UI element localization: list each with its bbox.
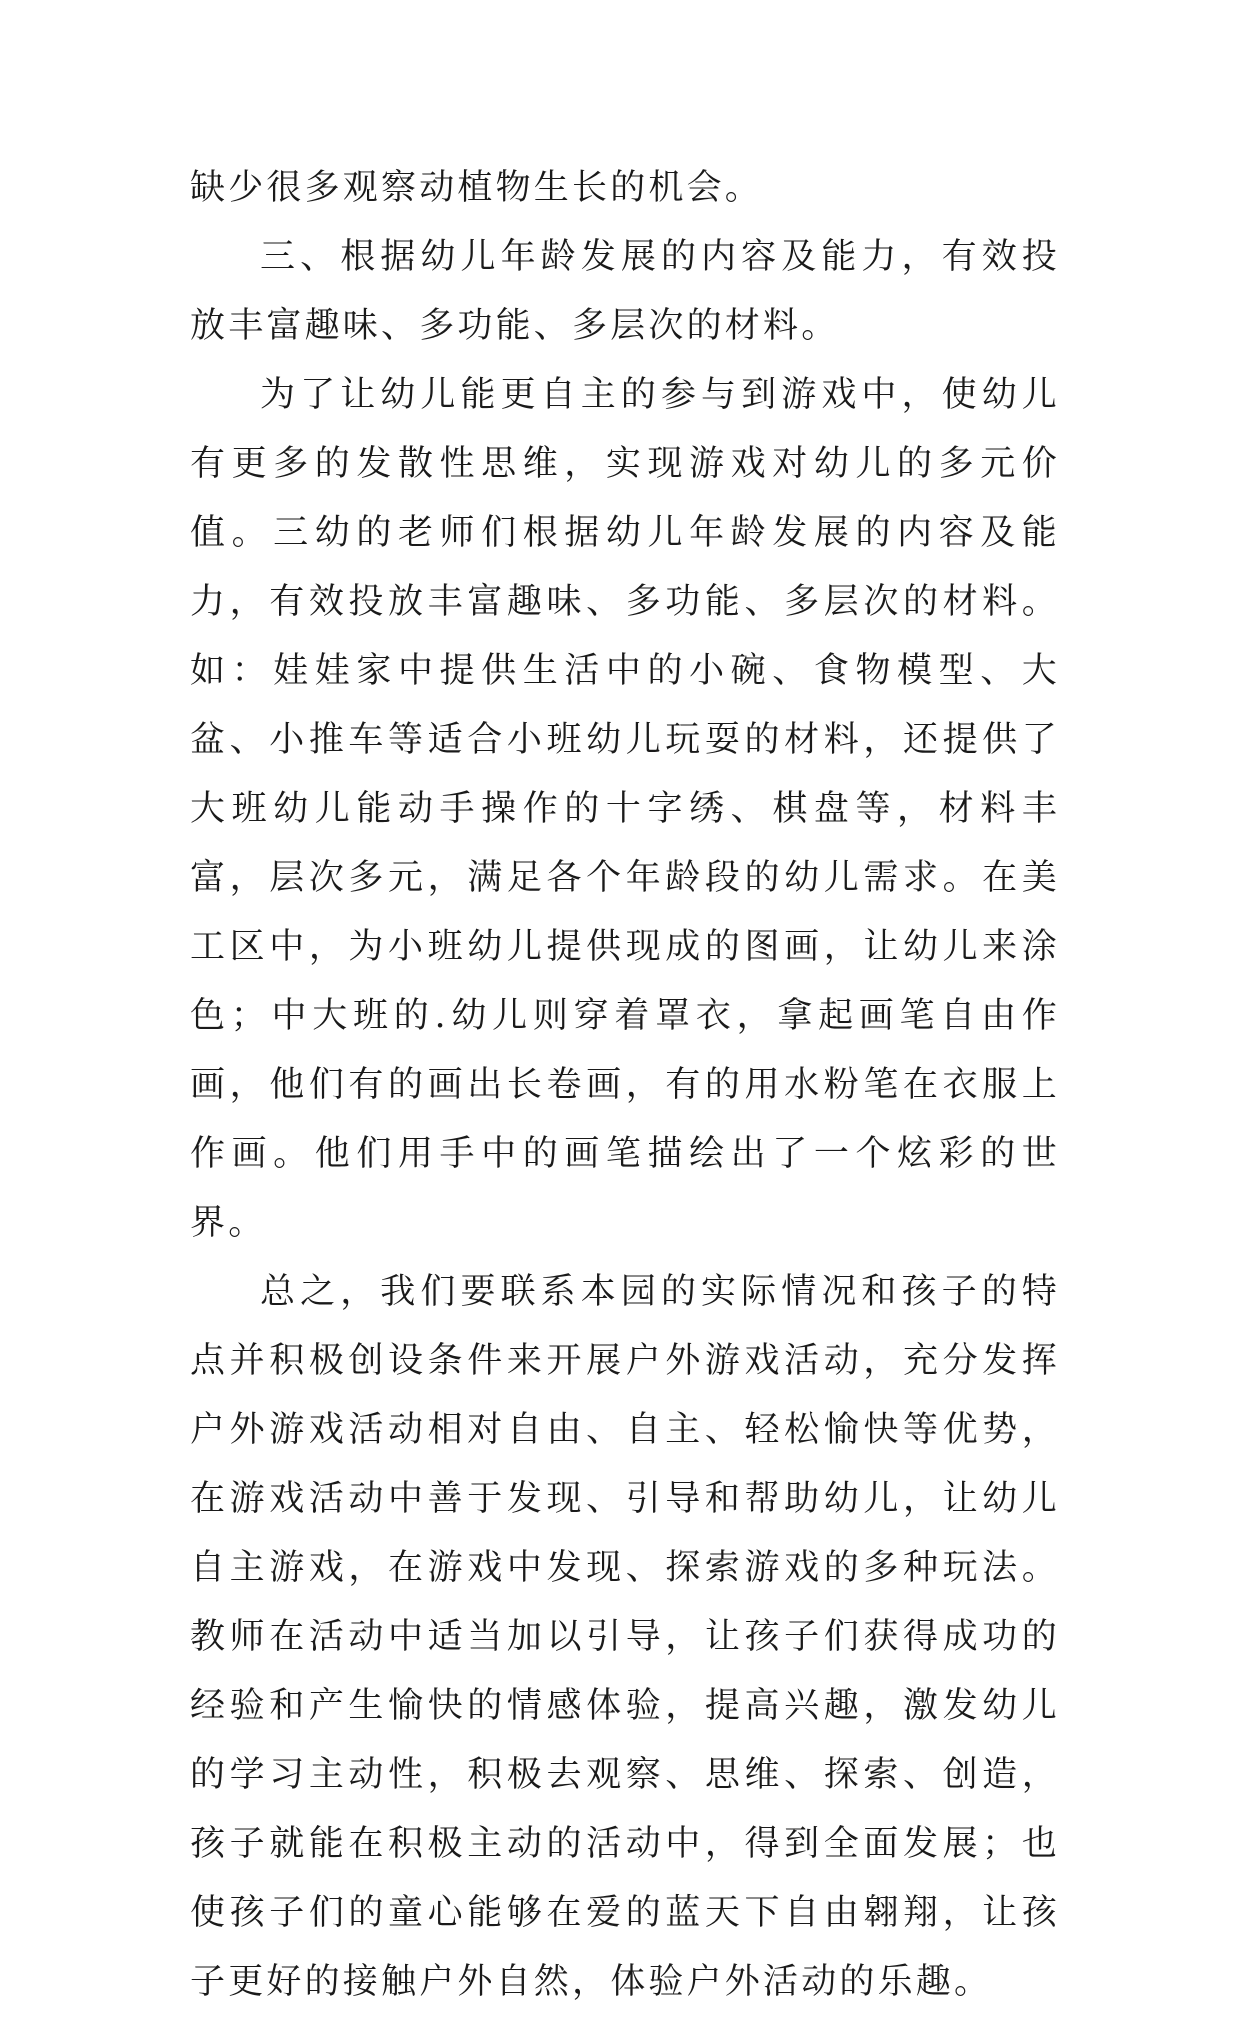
section-heading-three: 三、根据幼儿年龄发展的内容及能力，有效投放丰富趣味、多功能、多层次的材料。: [190, 237, 1060, 346]
paragraph-materials: 为了让幼儿能更自主的参与到游戏中，使幼儿有更多的发散性思维，实现游戏对幼儿的多元价值。三幼的老师们根据幼儿年龄发展的内容及能力，有效投放丰富趣味、多功能、多层次的材料。如：娃娃家中提供生活中的小碗、食物模型、大盆、小推车等适合小班幼儿玩耍的材料，还提供了大班幼儿能动手操作的十字绣、棋盘等，材料丰富，层次多元，满足各个年龄段的幼儿需求。在美工区中，为小班幼儿提供现成的图画，让幼儿来涂色；中大班的.幼儿则穿着罩衣，拿起画笔自由作画，他们有的画出长卷画，有的用水粉笔在衣服上作画。他们用手中的画笔描绘出了一个炫彩的世界。: [190, 375, 1060, 1243]
paragraph-continuation: 缺少很多观察动植物生长的机会。: [190, 168, 764, 208]
paragraph-conclusion: 总之，我们要联系本园的实际情况和孩子的特点并积极创设条件来开展户外游戏活动，充分发挥户外游戏活动相对自由、自主、轻松愉快等优势，在游戏活动中善于发现、引导和帮助幼儿，让幼儿自主游戏，在游戏中发现、探索游戏的多种玩法。教师在活动中适当加以引导，让孩子们获得成功的经验和产生愉快的情感体验，提高兴趣，激发幼儿的学习主动性，积极去观察、思维、探索、创造，孩子就能在积极主动的活动中，得到全面发展；也使孩子们的童心能够在爱的蓝天下自由翱翔，让孩子更好的接触户外自然，体验户外活动的乐趣。: [190, 1272, 1060, 2002]
document-body: [190, 154, 1060, 2017]
